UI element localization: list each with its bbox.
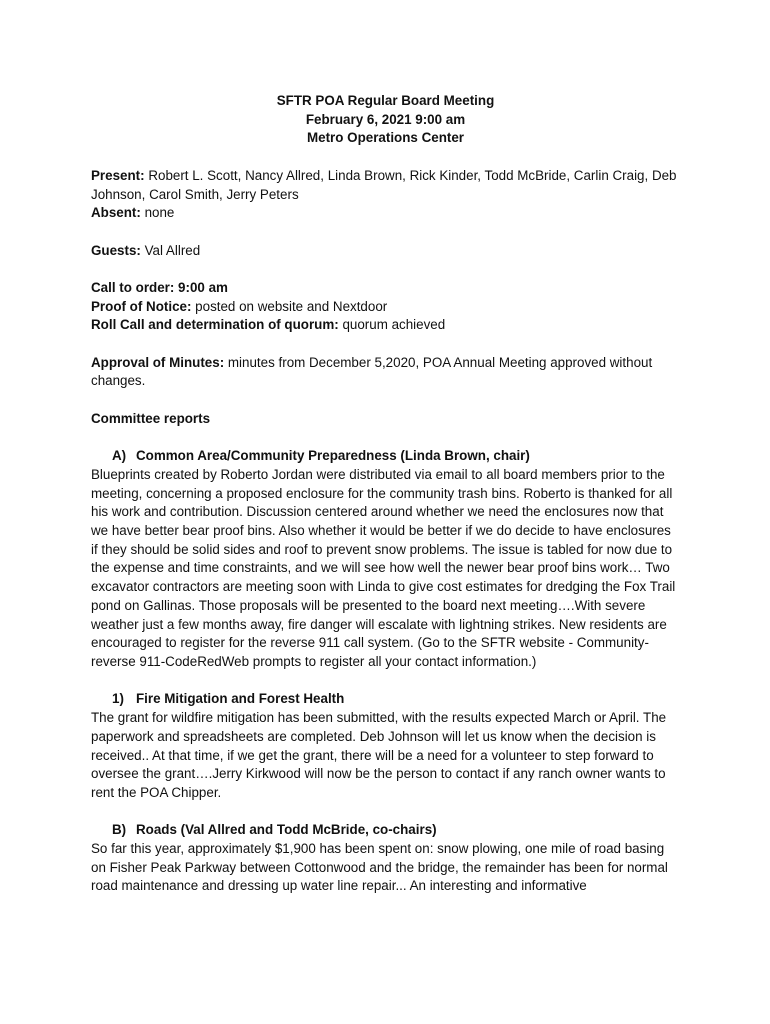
section-a-body: Blueprints created by Roberto Jordan were distributed via email to all board members prior to the meeting, concerning a proposed enclosure for the community trash bins. Roberto is thanked for all his work and contribution. Discussion centered around whether we need the enclosures now that we have better bear proof bins. Also whether it would be better if we do decide to have enclosures if they should be solid sides and roof to prevent snow problems. The issue is tabled for now due to the expense and time constraints, and we will see how well the newer bear proof bins work… Two excavator contractors are meeting soon with Linda to give cost estimates for dredging the Fox Trail pond on Gallinas. Those proposals will be presented to the board next meeting….With severe weather just a few months away, fire danger will escalate with lightning strikes. New residents are encouraged to register for the reverse 911 call system. (Go to the SFTR website - Community-reverse 911-CodeRedWeb prompts to register all your contact information.) xyxy=(91,466,676,669)
section-b-heading xyxy=(91,821,680,840)
present-value: Robert L. Scott, Nancy Allred, Linda Brown, Rick Kinder, Todd McBride, Carlin Craig, Deb Johnson, Carol Smith, Jerry Peters xyxy=(91,167,677,202)
call-to-order-line xyxy=(91,279,680,298)
committee-reports-heading: Committee reports xyxy=(91,410,211,426)
present-line xyxy=(91,167,680,204)
proof-of-notice-line xyxy=(91,298,680,317)
section-1-body: The grant for wildfire mitigation has been submitted, with the results expected March or April. The paperwork and spreadsheets are completed. Deb Johnson will let us know when the decision is received.. At that time, if we get the grant, there will be a need for a volunteer to step forward to oversee the grant….Jerry Kirkwood will now be the person to contact if any ranch owner wants to rent the POA Chipper. xyxy=(91,710,667,800)
present-label: Present: xyxy=(91,167,145,183)
absent-value: none xyxy=(144,205,175,221)
roll-call-line xyxy=(91,316,680,335)
section-1-heading xyxy=(91,690,680,709)
approval-line xyxy=(91,354,680,391)
document-header xyxy=(91,92,680,148)
section-b-body: So far this year, approximately $1,900 has been spent on: snow plowing, one mile of road basing on Fisher Peak Parkway between Cottonwood and the bridge, the remainder has been for normal road maintenance and dressing up water line repair... An interesting and informative xyxy=(91,841,668,894)
call-to-order: Call to order: 9:00 am xyxy=(91,279,228,295)
proof-value: posted on website and Nextdoor xyxy=(195,298,388,314)
guests-value: Val Allred xyxy=(144,242,201,258)
section-a-heading xyxy=(91,447,680,466)
meeting-title: SFTR POA Regular Board Meeting xyxy=(276,93,495,108)
section-1-title: Fire Mitigation and Forest Health xyxy=(136,691,345,707)
roll-label: Roll Call and determination of quorum: xyxy=(91,317,339,333)
section-b-marker: B) xyxy=(112,822,127,838)
absent-line xyxy=(91,204,680,223)
absent-label: Absent: xyxy=(91,205,141,221)
section-b-title: Roads (Val Allred and Todd McBride, co-chairs) xyxy=(136,822,437,838)
roll-value: quorum achieved xyxy=(342,317,446,333)
meeting-location: Metro Operations Center xyxy=(307,130,464,146)
meeting-date: February 6, 2021 9:00 am xyxy=(305,111,466,127)
approval-label: Approval of Minutes: xyxy=(91,354,225,370)
approval-value: minutes from December 5,2020, POA Annual Meeting approved without changes. xyxy=(91,354,653,389)
section-a-marker: A) xyxy=(112,448,127,464)
guests-line xyxy=(91,242,680,261)
section-a-title: Common Area/Community Preparedness (Linda Brown, chair) xyxy=(136,448,530,464)
proof-label: Proof of Notice: xyxy=(91,298,192,314)
guests-label: Guests: xyxy=(91,242,141,258)
section-1-marker: 1) xyxy=(112,691,124,707)
